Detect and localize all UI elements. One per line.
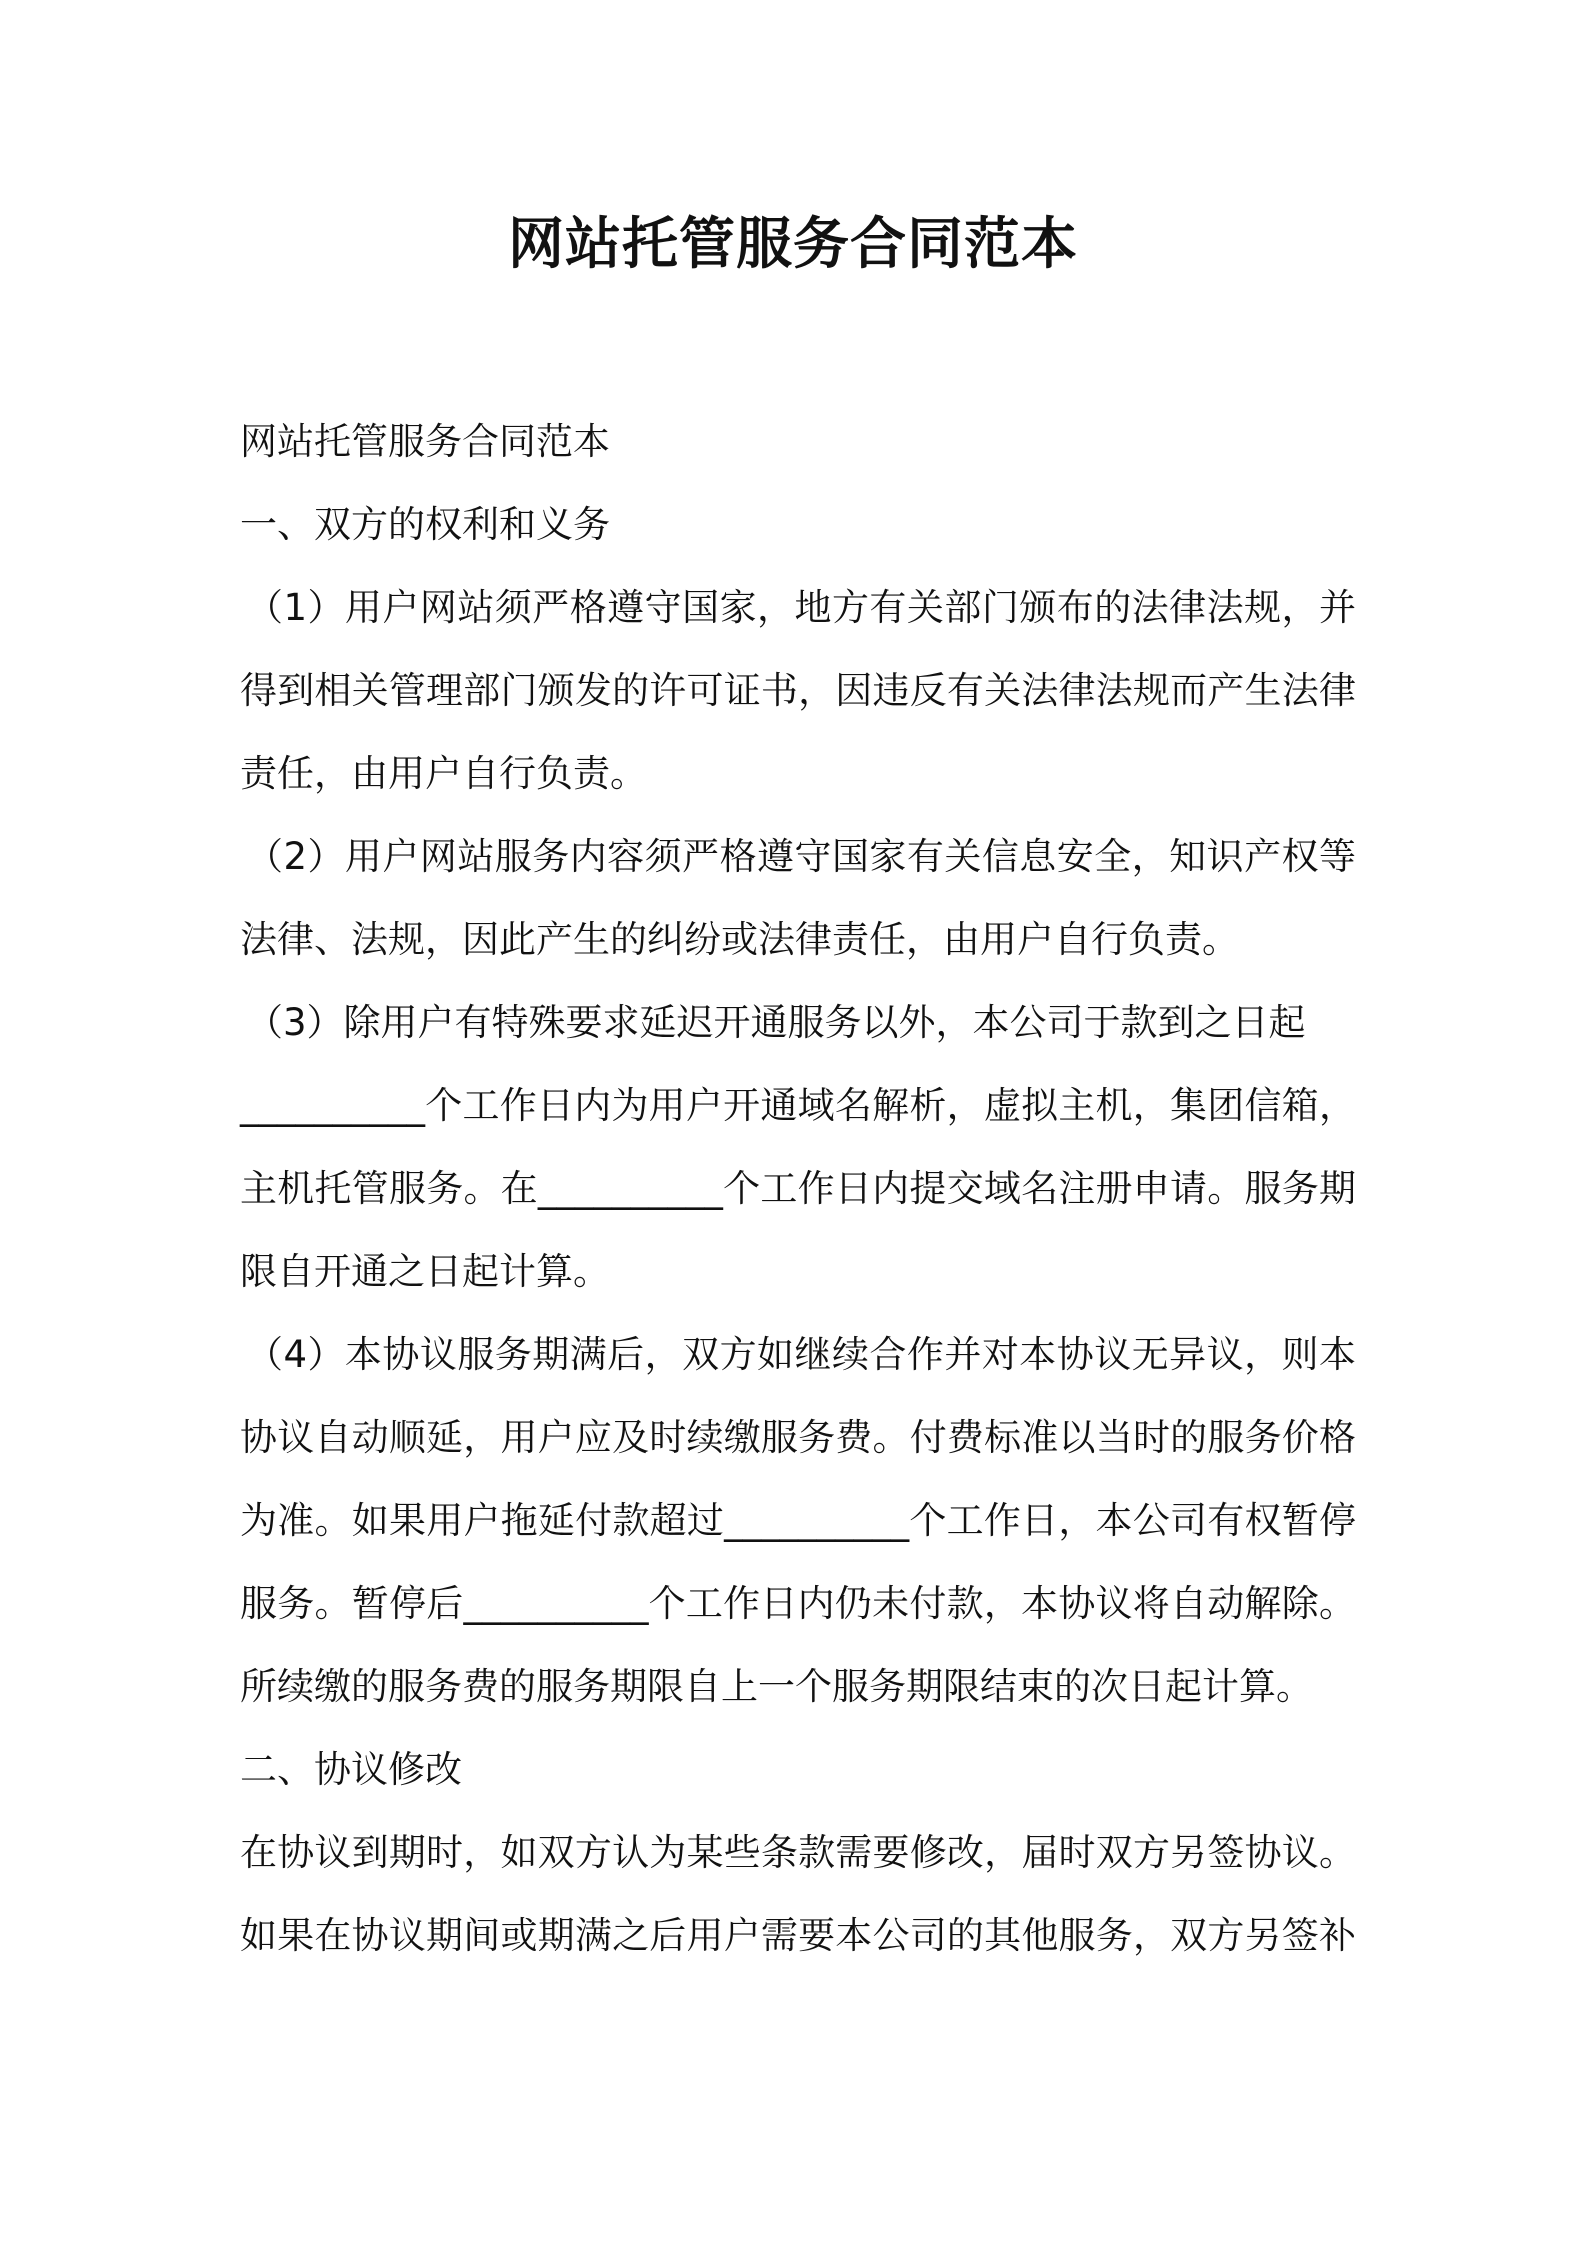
clause-3-line-4: 限自开通之日起计算。 [240, 1250, 610, 1293]
clause-4-line-4: 服务。暂停后__________个工作日内仍未付款，本协议将自动解除。 [240, 1582, 1356, 1625]
clause-2-line-1: （2）用户网站服务内容须严格遵守国家有关信息安全，知识产权等 [246, 835, 1356, 878]
clause-4-line-5: 所续缴的服务费的服务期限自上一个服务期限结束的次日起计算。 [240, 1665, 1313, 1708]
clause-4-line-3: 为准。如果用户拖延付款超过__________个工作日，本公司有权暂停 [240, 1499, 1356, 1542]
body-heading: 网站托管服务合同范本 [240, 420, 610, 463]
clause-3-line-1: （3）除用户有特殊要求延迟开通服务以外，本公司于款到之日起 [246, 1001, 1306, 1044]
clause-3-line-2: __________个工作日内为用户开通域名解析，虚拟主机，集团信箱， [240, 1084, 1356, 1127]
clause-1-line-1: （1）用户网站须严格遵守国家，地方有关部门颁布的法律法规，并 [246, 586, 1356, 629]
clause-1-line-3: 责任，由用户自行负责。 [240, 752, 647, 795]
document-title: 网站托管服务合同范本 [508, 212, 1078, 277]
section-heading-agreement-modification: 二、协议修改 [240, 1748, 462, 1791]
clause-3-line-3: 主机托管服务。在__________个工作日内提交域名注册申请。服务期 [240, 1167, 1356, 1210]
clause-2-line-2: 法律、法规，因此产生的纠纷或法律责任，由用户自行负责。 [240, 918, 1239, 961]
document-body [240, 400, 1356, 1977]
modification-line-1: 在协议到期时，如双方认为某些条款需要修改，届时双方另签协议。 [240, 1831, 1356, 1874]
clause-1-line-2: 得到相关管理部门颁发的许可证书，因违反有关法律法规而产生法律 [240, 669, 1356, 712]
clause-4-line-2: 协议自动顺延，用户应及时续缴服务费。付费标准以当时的服务价格 [240, 1416, 1356, 1459]
modification-line-2: 如果在协议期间或期满之后用户需要本公司的其他服务，双方另签补 [240, 1914, 1356, 1957]
section-heading-rights-obligations: 一、双方的权利和义务 [240, 503, 610, 546]
clause-4-line-1: （4）本协议服务期满后，双方如继续合作并对本协议无异议，则本 [246, 1333, 1356, 1376]
